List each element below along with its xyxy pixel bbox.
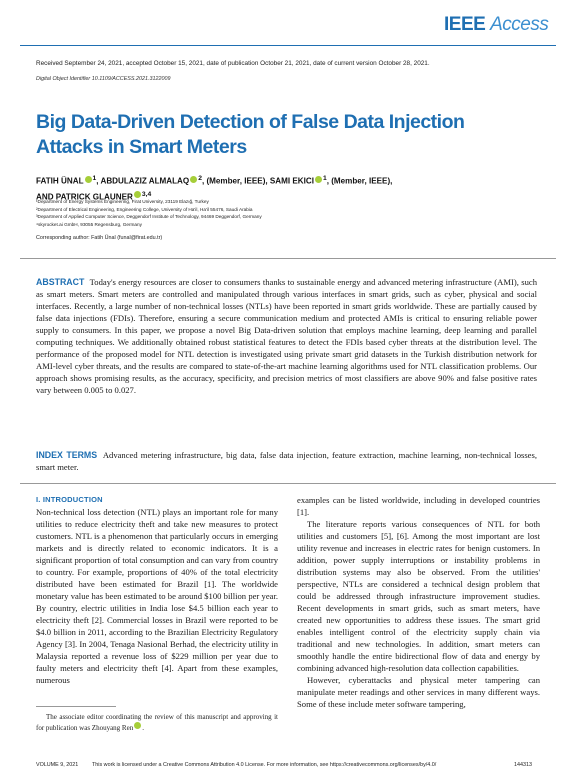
footer-page-number: 144313 [514,762,532,768]
publication-dates: Received September 24, 2021, accepted October 15, 2021, date of publication October 21, 2021, date of current version October 28, 2021. [36,60,430,67]
author-name: FATIH ÜNAL [36,176,84,186]
affiliation-line: ⁴skyrocket.ai GmbH, 93055 Regensburg, Germany [36,221,142,227]
affiliation-line: ¹Department of Energy Systems Engineering, Firat University, 23119 Elazığ, Turkey [36,199,209,204]
left-column [36,494,278,686]
corresponding-author: Corresponding author: Fatih Ünal (funal@firat.edu.tr) [36,235,163,241]
footer-license [92,762,436,768]
author-affiliation-mark: 1 [322,175,327,182]
paragraph: Non-technical loss detection (NTL) plays an important role for many utilities to reduce electricity theft and take new measures to protect customers. NTL is a phenomenon that particularly occurs in emerging markets and is directly related to economic indicators. It is a significant proportion of total consumption and can vary from country to country. For example, proportions of 40% of the total electricity distributed have been estimated for Brazil [1]. The worldwide monetary value has been estimated to be around $100 billion per year. By country, electric utilities in India lose $4.5 billion each year to electricity theft [2]. Commercial losses in Brazil were reported to be $4.0 billion in 2011, according to the Brazilian Electricity Regulatory Agency [3]. In 2004, Tenaga Nasional Berhad, the electricity utility in Malaysia reported a revenue loss of $229 million per year due to faulty meters and electricity theft [4]. Apart from these examples, numerous [36,507,278,685]
ieee-access-logo [444,14,548,36]
section-rule [20,258,556,259]
index-terms-text: Advanced metering infrastructure, big data, false data injection, feature extraction, machine learning, non-technical losses, smart meter. [36,450,537,472]
footnote-text: The associate editor coordinating the review of this manuscript and approving it for publication was Zhouyang Ren [36,713,278,732]
orcid-icon[interactable] [190,176,197,183]
footnote-rule [36,706,116,707]
index-terms [36,449,537,473]
author-name: , (Member, IEEE), SAMI EKICI [201,176,314,186]
affiliation-line: ³Department of Applied Computer Science, Deggendorf Institute of Technology, 94469 Deggendorf, Germany [36,214,262,220]
paper-title: Big Data-Driven Detection of False Data Injection Attacks in Smart Meters [36,111,465,158]
index-terms-heading: INDEX TERMS [36,450,98,460]
abstract-text: Today's energy resources are closer to consumers thanks to sustainable energy and advanced metering infrastructure (AMI), such as smart meters. Smart meters are controlled and manipulated through various interfaces in smart grids, such as cyber, physical and social interfaces. Recently, a large number of non-technical losses (NTLs) have been reported in smart grids worldwide. These are partially caused by false data injections (FDIs). Therefore, ensuring a secure communication medium and protected AMIs is critical to ensuring reliable power supply to consumers. In this paper, we propose a novel Big Data-driven solution that employs machine learning, deep learning and parallel computing techniques. We additionally obtained robust statistical features to detect the FDIs based cyber threats at the distribution level. The performance of the proposed model for NTL detection is investigated using private smart grid datasets in the Turkish distribution network for AMI-level cyber threats, and the results are compared to state-of-the-art machine learning algorithms used for NTL classification problems. Our approach shows promising results, as the accuracy, specificity, and precision metrics of most classifiers are above 90% and false positive rates vary between 0.005 to 0.027. [36,277,537,396]
orcid-icon[interactable] [85,176,92,183]
license-text[interactable]: This work is licensed under a Creative Commons Attribution 4.0 License. For more information, see https://creativecommons.org/licenses/by/4.0/ [92,762,437,768]
right-column [297,494,540,710]
section-heading: I. INTRODUCTION [36,495,103,504]
affiliations [36,198,476,228]
doi-line: Digital Object Identifier 10.1109/ACCESS.2021.3122009 [36,76,171,82]
author-affiliation-mark: 1 [92,175,97,182]
author-name: , (Member, IEEE), [326,176,393,186]
section-rule [20,483,556,484]
orcid-icon[interactable] [134,722,141,729]
footnote: The associate editor coordinating the review of this manuscript and approving it for publication was Zhouyang Ren . [36,713,278,732]
author-name: AND PATRICK GLAUNER [36,192,133,202]
logo-access-text: Access [490,14,549,35]
abstract [36,276,537,396]
logo-ieee-text: IEEE [444,14,486,35]
paragraph: examples can be listed worldwide, including in developed countries [1]. [297,495,540,517]
author-affiliation-mark: 2 [198,175,202,182]
paragraph: However, cyberattacks and physical meter tampering can manipulate meter readings and other services in many different ways. Some of these include meter software tampering, [297,675,540,709]
author-name: , ABDULAZIZ ALMALAQ [96,176,190,186]
abstract-heading: ABSTRACT [36,277,85,287]
author-affiliation-mark: 3,4 [141,190,152,198]
paragraph: The literature reports various consequences of NTL for both utilities and customers [5], [6]. Among the most important are lost utility revenue and increases in electric rates for benign customers. In addition, power supply interruptions or instability problems in distribution systems may also be observed. From the utilities' perspective, NTLs are considered a technical design problem that could be addressed through infrastructure improvement studies. Recent developments in smart grids, such as smart meters, have created new opportunities to address these issues. The smart grid enables intelligent control of the electricity supply chain via traditional and new technologies. In addition, smart meters can smoothly handle the entire bidirectional flow of data and energy by combining advanced high-resolution data collection capabilities. [297,519,540,673]
footer-volume: VOLUME 9, 2021 [36,762,79,768]
orcid-icon[interactable] [315,176,322,183]
header-rule [20,45,556,46]
affiliation-line: ²Department of Electrical Engineering, Engineering College, University of Ha'il, Ha'il 55476, Saudi Arabia [36,206,253,212]
